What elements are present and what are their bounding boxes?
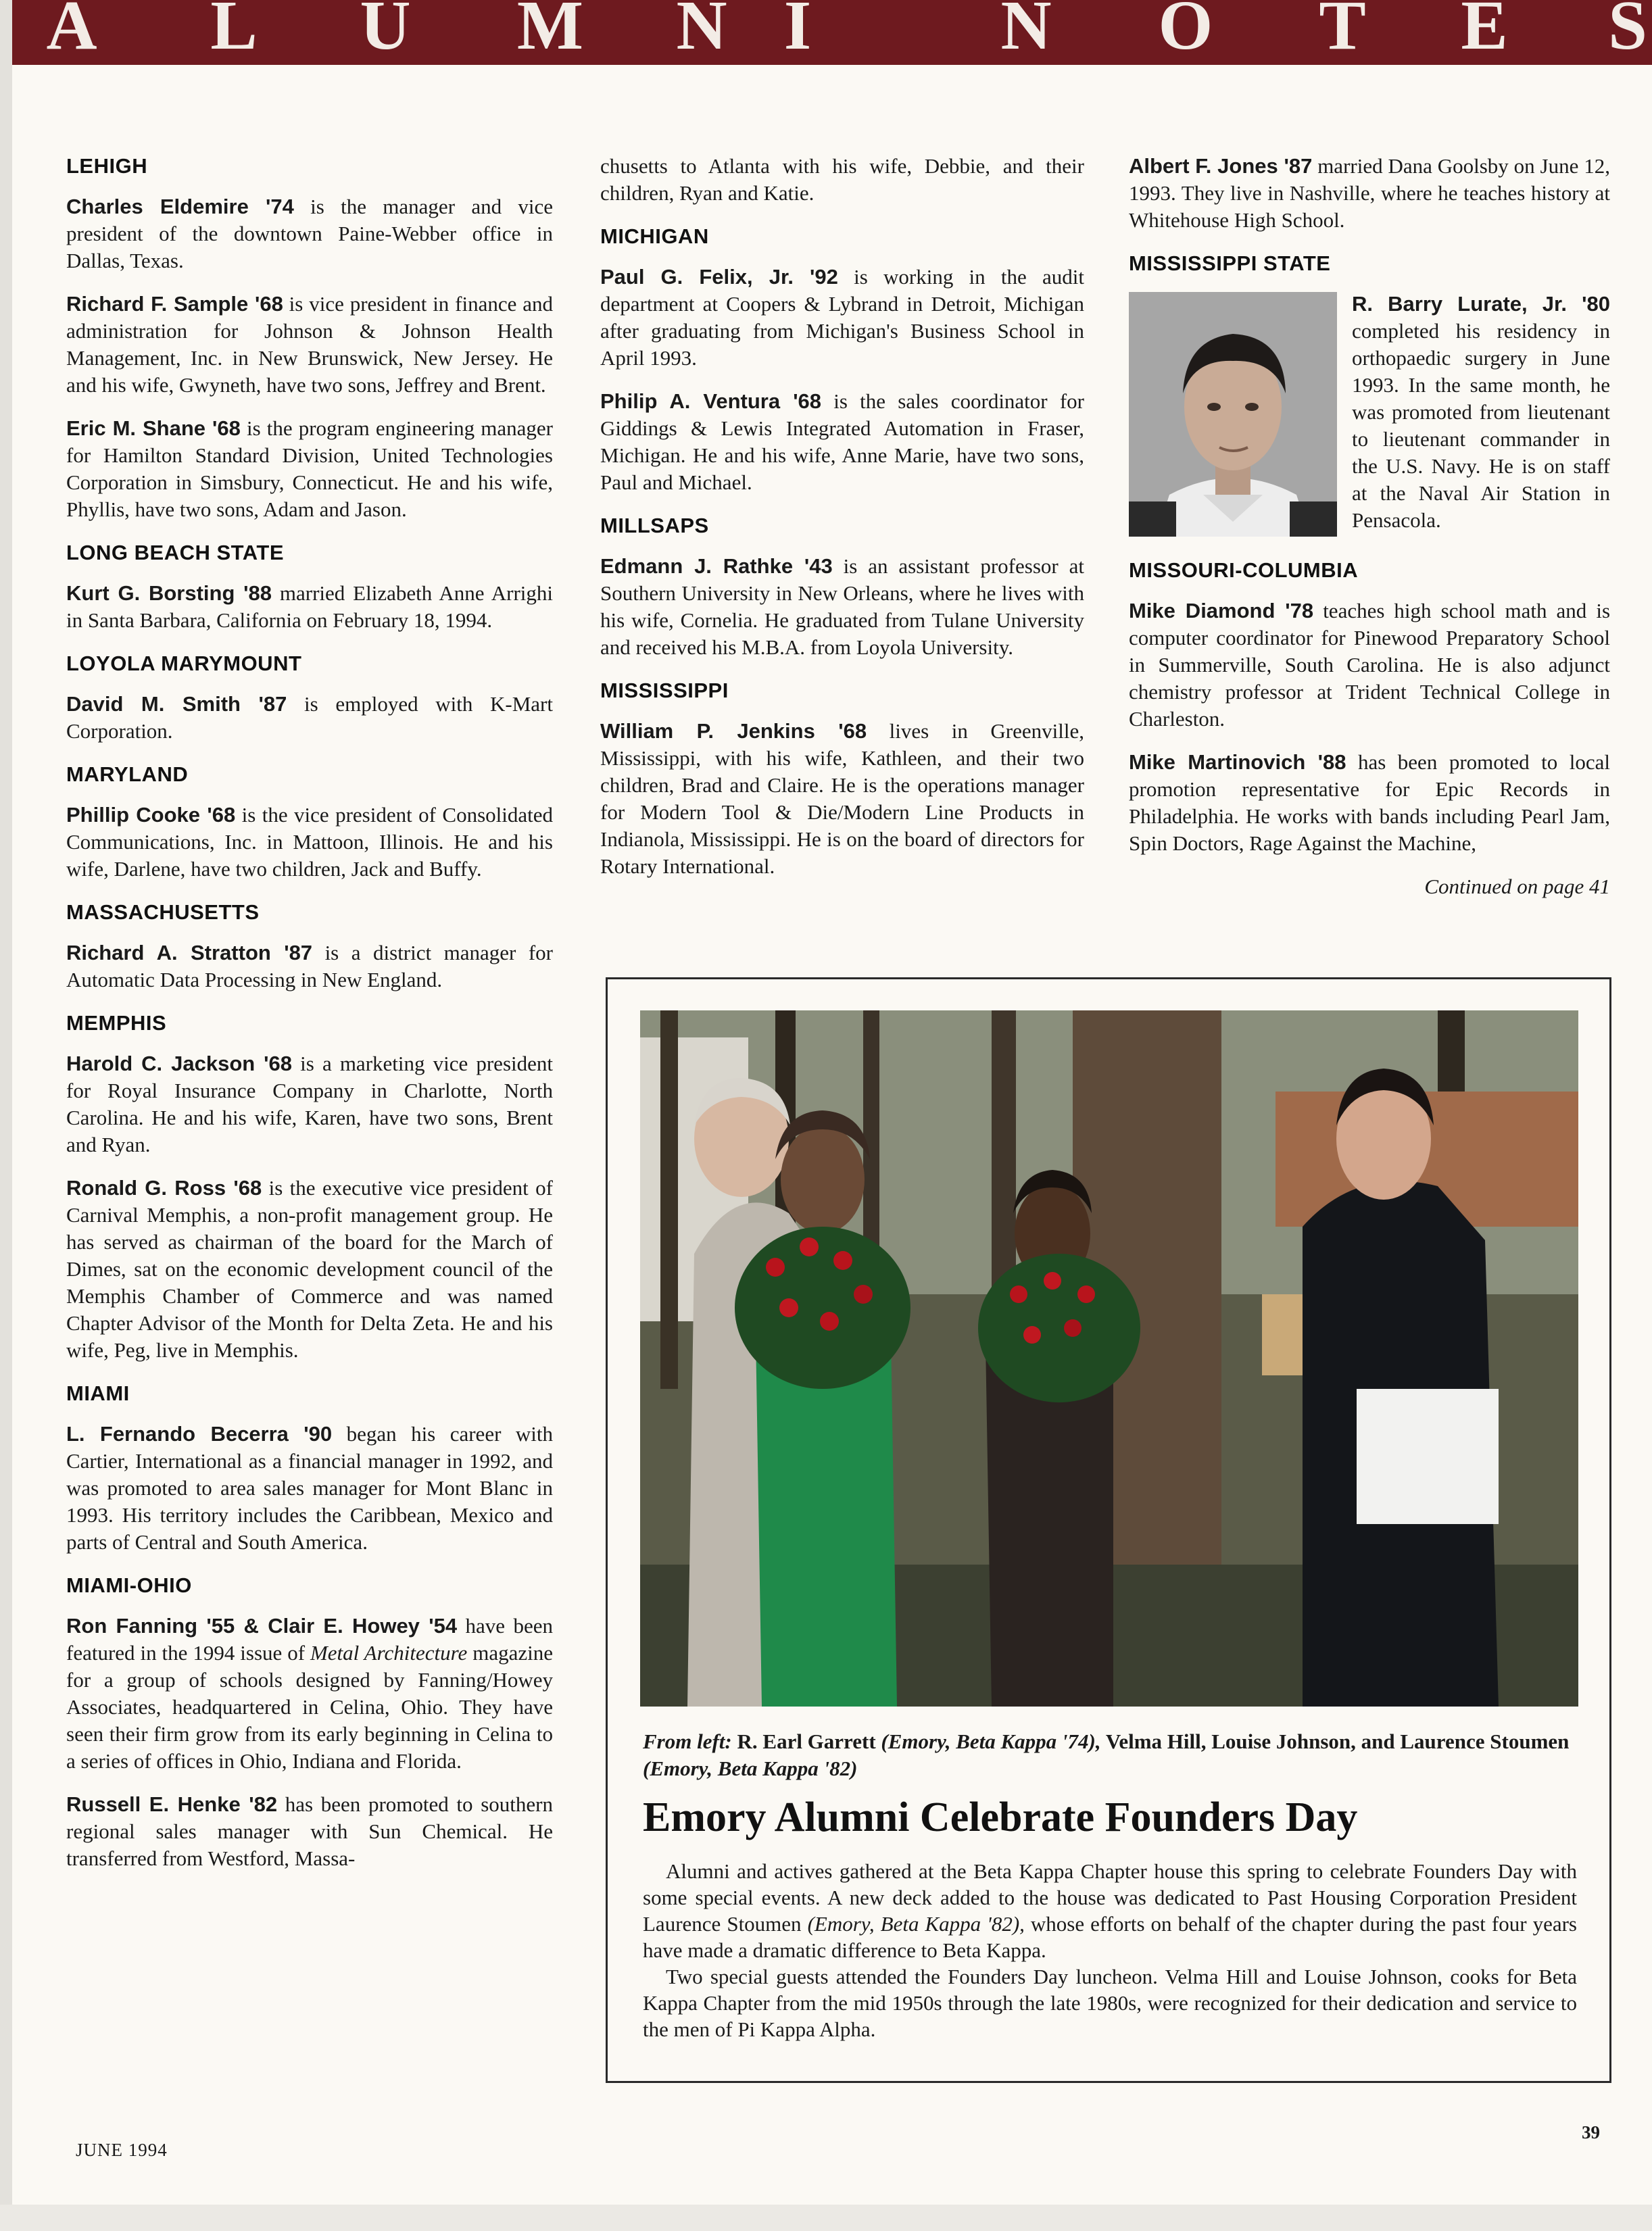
- page-bottom-margin: [0, 2205, 1652, 2231]
- chapter-heading: MILLSAPS: [600, 514, 709, 537]
- alumnus-name: Philip A. Ventura '68: [600, 389, 822, 413]
- paragraph-text: Alumni and actives gathered at the Beta Kappa Chapter house this spring to celebrate Founders Day with some special events. A new deck added to the house was dedicated to Past Housing Corporation President Laurence Stoumen: [643, 1859, 1577, 1936]
- alumni-notes-banner: [12, 0, 1652, 65]
- founders-day-photo: [640, 1010, 1578, 1707]
- feature-title: Emory Alumni Celebrate Founders Day: [643, 1794, 1358, 1840]
- chapter-heading: MISSOURI-COLUMBIA: [1129, 558, 1359, 582]
- continued-note: Continued on page 41: [1424, 875, 1610, 898]
- alumnus-name: L. Fernando Becerra '90: [66, 1422, 333, 1446]
- chapter-heading: MICHIGAN: [600, 224, 709, 248]
- banner-letter: L: [210, 0, 258, 64]
- alumni-note: [66, 802, 553, 883]
- caption-text: R. Earl Garrett: [731, 1730, 881, 1753]
- feature-paragraph: Two special guests attended the Founders Day luncheon. Velma Hill and Louise Johnson, cooks for Beta Kappa Chapter from the mid 1950s through the late 1980s, were recognized for their dedication and service to the men of Pi Kappa Alpha.: [643, 1965, 1577, 2041]
- note-text: is a marketing vice president for Royal Insurance Company in Charlotte, North Carolina. He and his wife, Karen, have two sons, Brent and Ryan.: [66, 1052, 553, 1156]
- note-text: is working in the audit department at Coopers & Lybrand in Detroit, Michigan after graduating from Michigan's Business School in April 1993.: [600, 265, 1084, 370]
- alumni-note: [1129, 597, 1610, 733]
- paragraph-text: whose efforts on behalf of the chapter during the past four years have made a dramatic difference to Beta Kappa.: [643, 1912, 1577, 1962]
- chapter-heading: MISSISSIPPI STATE: [1129, 251, 1331, 275]
- issue-date: JUNE 1994: [76, 2140, 168, 2160]
- alumni-note: [600, 388, 1084, 496]
- page-edge: [0, 0, 12, 2231]
- banner-letter: N: [1000, 0, 1052, 64]
- note-text: is the vice president of Consolidated Communications, Inc. in Mattoon, Illinois. He and his wife, Darlene, have two children, Jack and Buffy.: [66, 803, 553, 881]
- chapter-heading: MASSACHUSETTS: [66, 900, 260, 924]
- chapter-heading: LONG BEACH STATE: [66, 541, 285, 564]
- alumni-note: [66, 1175, 553, 1364]
- alumnus-name: Charles Eldemire '74: [66, 195, 294, 218]
- note-text: have been featured in the 1994 issue of: [66, 1614, 553, 1665]
- notes-column-1: [66, 153, 553, 1888]
- notes-column-2: [600, 153, 1084, 896]
- alumnus-name: R. Barry Lurate, Jr. '80: [1352, 292, 1610, 316]
- paragraph-italic: (Emory, Beta Kappa '82),: [807, 1912, 1025, 1936]
- chapter-heading: MIAMI: [66, 1381, 130, 1405]
- banner-letter: O: [1158, 0, 1213, 64]
- alumnus-name: Mike Martinovich '88: [1129, 750, 1346, 774]
- note-text: is the sales coordinator for Giddings & Lewis Integrated Automation in Fraser, Michigan. He and his wife, Anne Marie, have two sons, Paul and Michael.: [600, 389, 1084, 494]
- alumnus-name: Paul G. Felix, Jr. '92: [600, 265, 838, 289]
- chapter-heading: MARYLAND: [66, 762, 189, 786]
- alumni-note: [600, 264, 1084, 372]
- alumnus-name: Mike Diamond '78: [1129, 599, 1314, 622]
- banner-letter: E: [1461, 0, 1508, 64]
- chapter-heading: LOYOLA MARYMOUNT: [66, 652, 302, 675]
- caption-text: Velma Hill, Louise Johnson, and Laurence Stoumen: [1100, 1730, 1570, 1753]
- alumnus-name: Harold C. Jackson '68: [66, 1052, 293, 1075]
- column-3-top: [1129, 153, 1610, 277]
- banner-letter: A: [46, 0, 97, 64]
- note-text: is the program engineering manager for Hamilton Standard Division, United Technologies Corporation in Simsbury, Connecticut. He and his wife, Phyllis, have two sons, Adam and Jason.: [66, 416, 553, 521]
- note-text: magazine for a group of schools designed by Fanning/Howey Associates, headquartered in Celina, Ohio. They have seen their firm grow from its early beginning in Celina to a series of offices in Ohio, Indiana and Florida.: [66, 1641, 553, 1773]
- caption-affiliation: (Emory, Beta Kappa '82): [643, 1757, 858, 1780]
- note-text: is a district manager for Automatic Data Processing in New England.: [66, 941, 553, 991]
- notes-column-3: [1129, 153, 1610, 900]
- banner-letter: U: [360, 0, 411, 64]
- alumnus-name: Albert F. Jones '87: [1129, 154, 1313, 178]
- note-text: lives in Greenville, Mississippi, with his wife, Kathleen, and their two children, Brad and Claire. He is the operations manager for Modern Tool & Die/Modern Line Products in Indianola, Mississippi. He is on the board of directors for Rotary International.: [600, 719, 1084, 878]
- feature-paragraph: [643, 1858, 1577, 1963]
- note-text: is the executive vice president of Carnival Memphis, a non-profit management group. He has served as chairman of the board for the March of Dimes, sat on the economic development council of the Memphis Chamber of Commerce and was named Chapter Advisor of the Month for Delta Zeta. He and his wife, Peg, live in Memphis.: [66, 1176, 553, 1362]
- caption-affiliation: (Emory, Beta Kappa '74),: [881, 1730, 1101, 1753]
- alumni-note: [66, 1050, 553, 1158]
- alumni-note: [66, 580, 553, 634]
- alumnus-name: Ronald G. Ross '68: [66, 1176, 262, 1200]
- chapter-heading: MISSISSIPPI: [600, 679, 729, 702]
- alumnus-name: Kurt G. Borsting '88: [66, 581, 272, 605]
- banner-letter: N: [676, 0, 727, 64]
- alumni-note: [600, 153, 1084, 207]
- note-text: is the manager and vice president of the downtown Paine-Webber office in Dallas, Texas.: [66, 195, 554, 272]
- chapter-heading: MEMPHIS: [66, 1011, 167, 1035]
- alumni-note: [66, 691, 553, 745]
- note-text: chusetts to Atlanta with his wife, Debbie, and their children, Ryan and Katie.: [600, 154, 1084, 205]
- banner-letter: M: [516, 0, 584, 64]
- column-3-bottom: [1129, 557, 1610, 857]
- banner-letter: I: [783, 0, 812, 64]
- alumni-note: [66, 291, 553, 399]
- note-text: married Elizabeth Anne Arrighi in Santa Barbara, California on February 18, 1994.: [66, 581, 553, 632]
- note-text: began his career with Cartier, International as a financial manager in 1992, and was promoted to area sales manager for Mont Blanc in 1993. His territory includes the Caribbean, Mexico and parts of Central and South America.: [66, 1422, 553, 1554]
- photo-caption: [643, 1728, 1577, 1782]
- note-text: teaches high school math and is computer coordinator for Pinewood Preparatory School in Summerville, South Carolina. He is also adjunct chemistry professor at Trident Technical College in Charleston.: [1129, 599, 1611, 731]
- chapter-heading: LEHIGH: [66, 154, 148, 178]
- alumni-note: [1129, 749, 1610, 857]
- alumnus-name: Ron Fanning '55 & Clair E. Howey '54: [66, 1614, 458, 1638]
- note-text: married Dana Goolsby on June 12, 1993. They live in Nashville, where he teaches history at Whitehouse High School.: [1129, 154, 1610, 232]
- note-text: has been promoted to southern regional sales manager with Sun Chemical. He transferred from Westford, Massa-: [66, 1792, 553, 1870]
- photo-entry: [1129, 291, 1610, 541]
- note-text: is employed with K-Mart Corporation.: [66, 692, 553, 743]
- page-number: 39: [1582, 2122, 1600, 2142]
- alumnus-portrait: [1129, 292, 1337, 537]
- note-text: is an assistant professor at Southern University in New Orleans, where he lives with his wife, Cornelia. He graduated from Tulane University and received his M.B.A. from Loyola University.: [600, 554, 1084, 659]
- note-text: completed his residency in orthopaedic surgery in June 1993. In the same month, he was promoted from lieutenant to lieutenant commander in the U.S. Navy. He is on staff at the Naval Air Station in Pensacola.: [1352, 319, 1610, 532]
- alumni-note: [1129, 153, 1610, 234]
- chapter-heading: MIAMI-OHIO: [66, 1573, 192, 1597]
- banner-letter: S: [1608, 0, 1647, 64]
- feature-body: [643, 1858, 1577, 2042]
- alumni-note: [600, 718, 1084, 880]
- alumni-note: [66, 1791, 553, 1872]
- alumni-note: [600, 553, 1084, 661]
- alumnus-name: Edmann J. Rathke '43: [600, 554, 833, 578]
- alumnus-name: David M. Smith '87: [66, 692, 287, 716]
- alumnus-name: Richard A. Stratton '87: [66, 941, 313, 964]
- alumni-note: [66, 1613, 553, 1775]
- alumni-note: [66, 193, 553, 274]
- alumni-note: [66, 1421, 553, 1556]
- caption-lead: From left:: [643, 1730, 732, 1753]
- alumnus-name: Phillip Cooke '68: [66, 803, 236, 827]
- note-text: is vice president in finance and administration for Johnson & Johnson Health Management, Inc. in New Brunswick, New Jersey. He and his wife, Gwyneth, have two sons, Jeffrey and Brent.: [66, 292, 553, 397]
- alumni-note: [66, 939, 553, 994]
- alumni-note: [66, 415, 553, 523]
- note-text: has been promoted to local promotion representative for Epic Records in Philadelphia. He works with bands including Pearl Jam, Spin Doctors, Rage Against the Machine,: [1129, 750, 1610, 855]
- alumnus-name: Richard F. Sample '68: [66, 292, 283, 316]
- alumnus-name: Eric M. Shane '68: [66, 416, 241, 440]
- banner-letter: T: [1319, 0, 1366, 64]
- alumnus-name: Russell E. Henke '82: [66, 1792, 278, 1816]
- alumnus-name: William P. Jenkins '68: [600, 719, 867, 743]
- feature-article: [606, 977, 1611, 2083]
- publication-title: Metal Architecture: [310, 1641, 468, 1665]
